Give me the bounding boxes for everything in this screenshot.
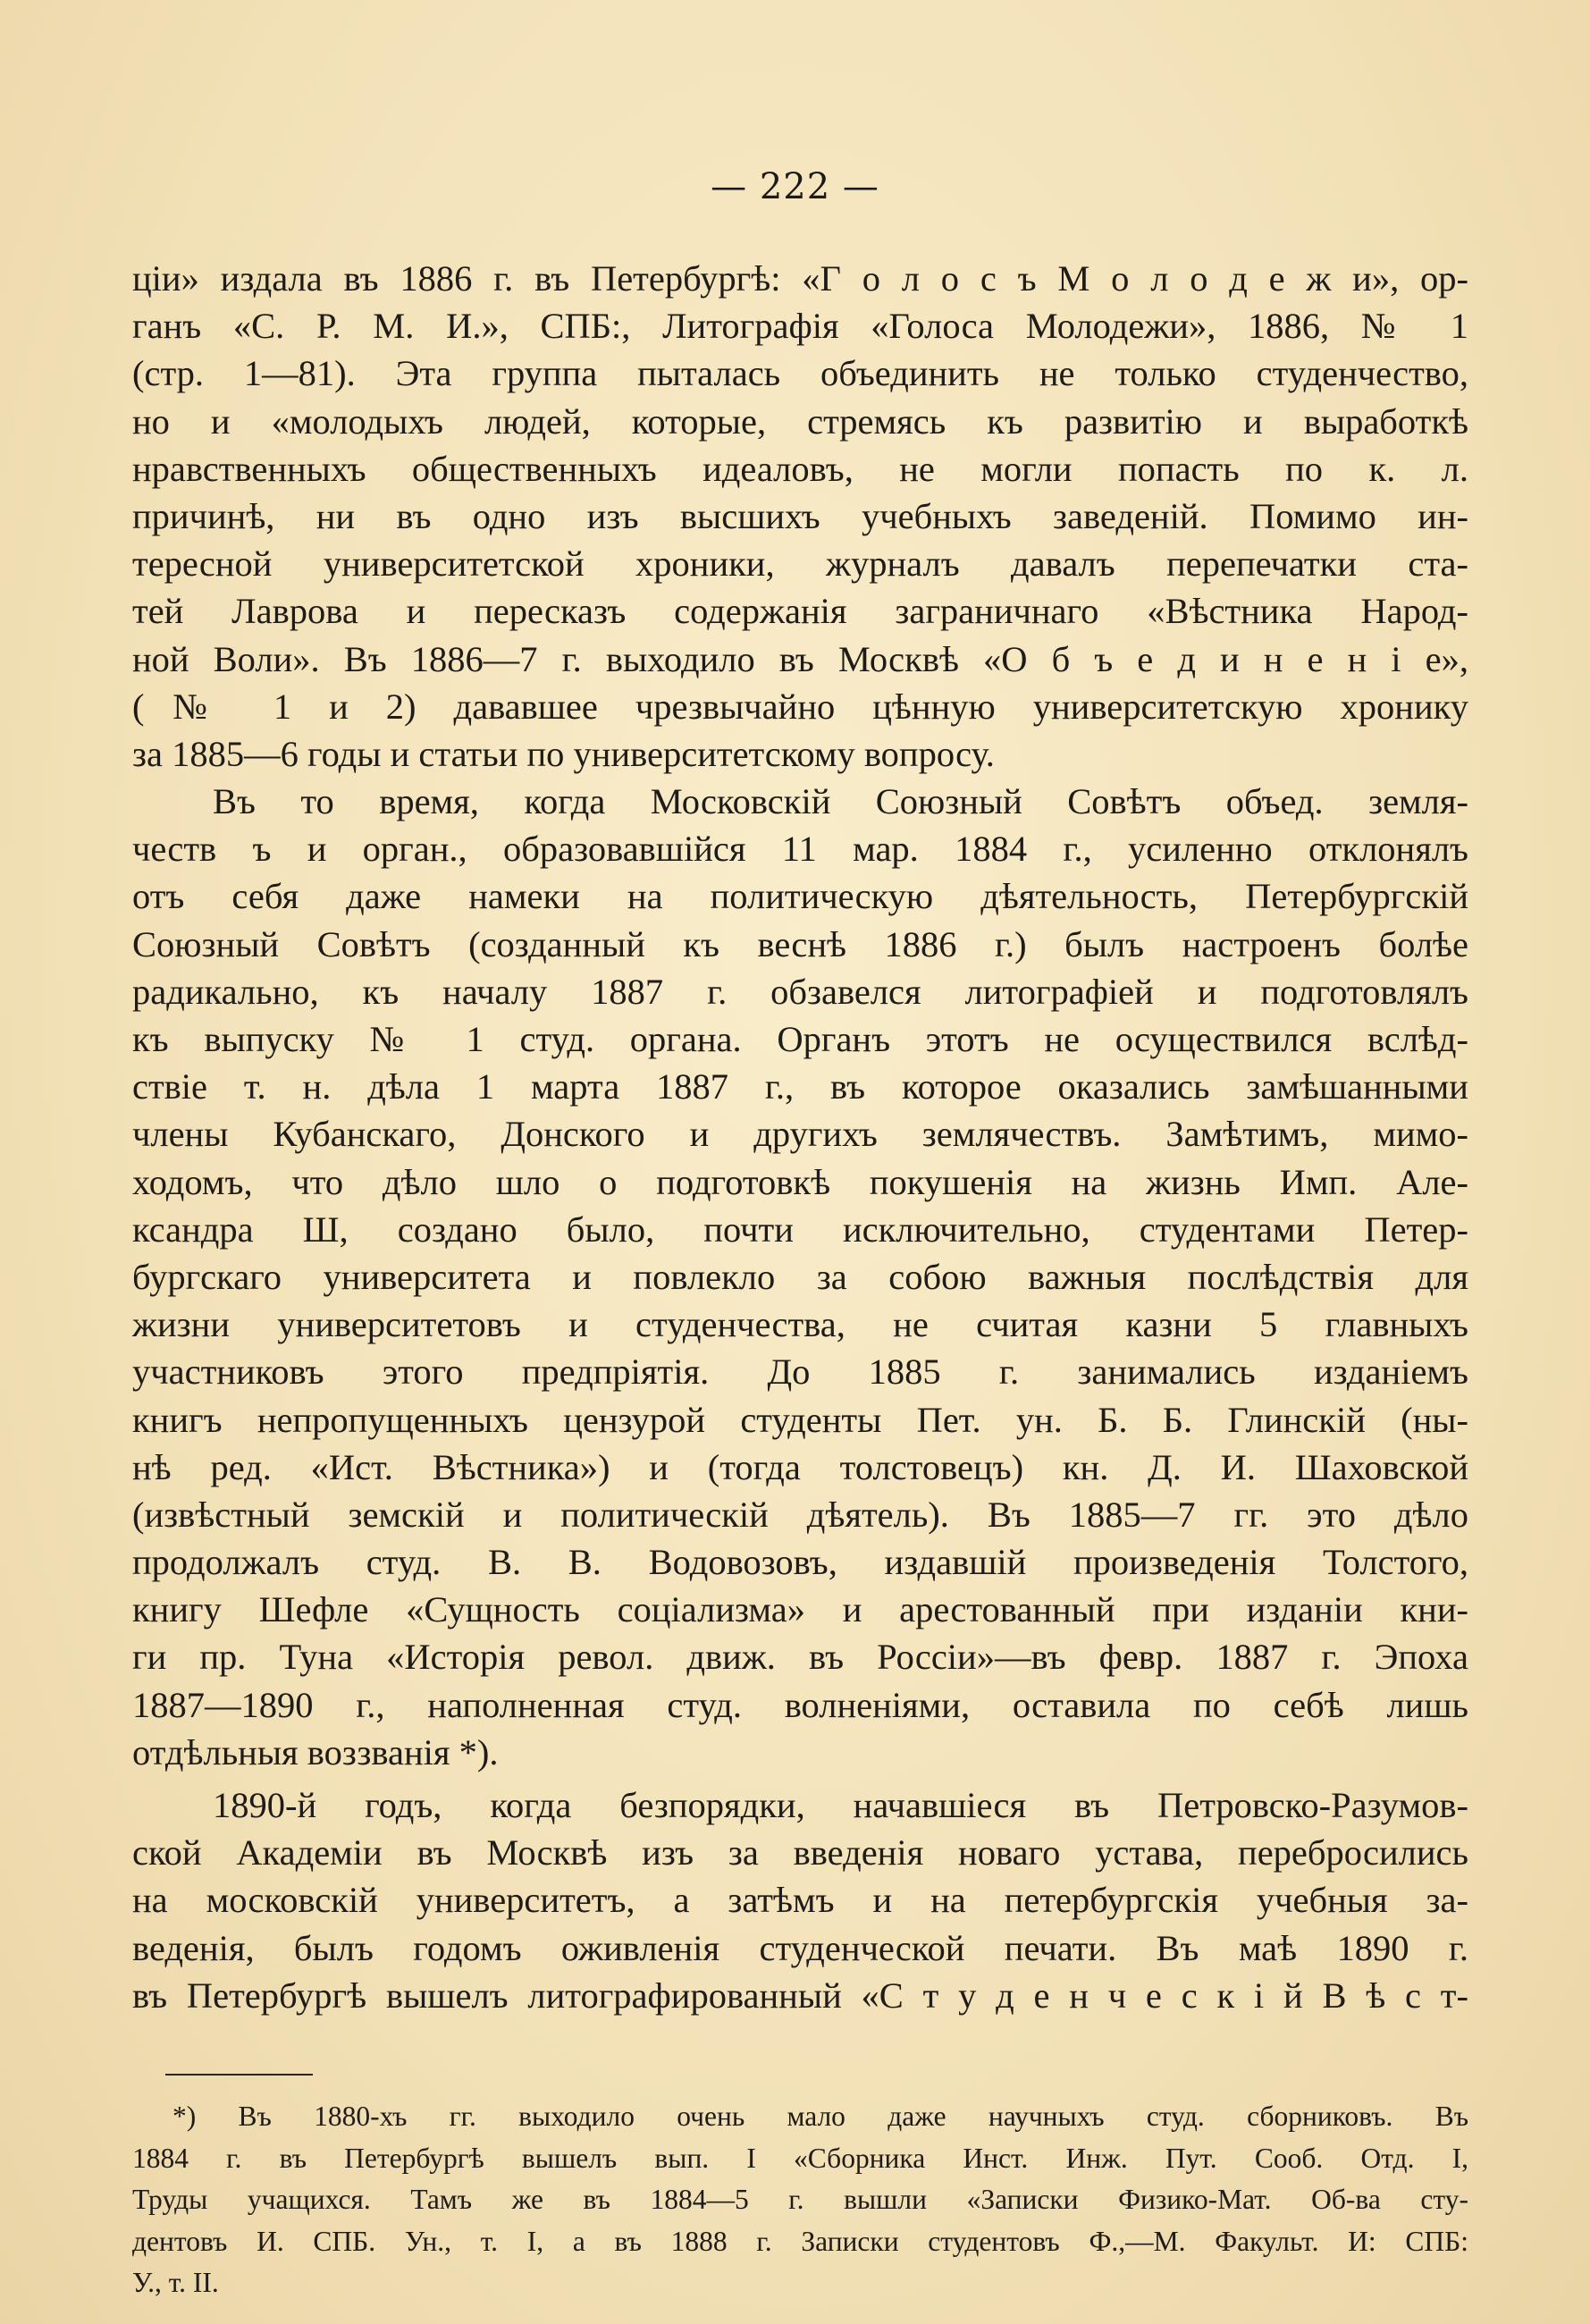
text-line: 1887—1890 г., наполненная студ. волненіями, оставила по себѣ лишь (132, 1684, 1468, 1725)
text-line: радикально, къ началу 1887 г. обзавелся литографіей и подготовлялъ (132, 971, 1468, 1012)
footnote-line: У., т. II. (132, 2267, 219, 2298)
text-line: тей Лаврова и пересказъ содержанія заграничнаго «Вѣстника Народ- (132, 591, 1468, 632)
text-line: (извѣстный земскій и политическій дѣятель). Въ 1885—7 гг. это дѣло (132, 1494, 1468, 1535)
footnote-line: *) Въ 1880-хъ гг. выходило очень мало даже научныхъ студ. сборниковъ. Въ (172, 2101, 1468, 2132)
text-line: книгу Шефле «Сущность соціализма» и арестованный при изданіи кни- (132, 1589, 1468, 1630)
footnote-line: Труды учащихся. Тамъ же въ 1884—5 г. вышли «Записки Физико-Мат. Об-ва сту- (132, 2184, 1468, 2215)
text-line: нѣ ред. «Ист. Вѣстника») и (тогда толстовецъ) кн. Д. И. Шаховской (132, 1446, 1468, 1487)
footnote-line: 1884 г. въ Петербургѣ вышелъ вып. I «Сборника Инст. Инж. Пут. Сооб. Отд. I, (132, 2142, 1468, 2174)
text-line: участниковъ этого предпріятія. До 1885 г. занимались изданіемъ (132, 1351, 1468, 1393)
text-line: въ Петербургѣ вышелъ литографированный «С т у д е н ч е с к і й В ѣ с т- (132, 1975, 1468, 2016)
text-line: отдѣльныя воззванія *). (132, 1731, 499, 1772)
text-line: отъ себя даже намеки на политическую дѣятельность, Петербургскій (132, 876, 1468, 917)
text-line: продолжалъ студ. В. В. Водовозовъ, издавшій произведенія Толстого, (132, 1542, 1468, 1583)
text-line: но и «молодыхъ людей, которые, стремясь къ развитію и выработкѣ (132, 400, 1468, 442)
text-line: жизни университетовъ и студенчества, не считая казни 5 главныхъ (132, 1304, 1468, 1345)
text-line: ціи» издала въ 1886 г. въ Петербургѣ: «Г о л о с ъ М о л о д е ж и», ор- (132, 258, 1468, 299)
text-line: ксандра Ш, создано было, почти исключительно, студентами Петер- (132, 1208, 1468, 1250)
text-line: Союзный Совѣтъ (созданный къ веснѣ 1886 г.) былъ настроенъ болѣе (132, 923, 1468, 964)
text-line: книгъ непропущенныхъ цензурой студенты Пет. ун. Б. Б. Глинскій (ны- (132, 1399, 1468, 1440)
text-line: тересной университетской хроники, журналъ давалъ перепечатки ста- (132, 543, 1468, 585)
text-line: ствіе т. н. дѣла 1 марта 1887 г., въ которое оказались замѣшанными (132, 1066, 1468, 1107)
text-line: ходомъ, что дѣло шло о подготовкѣ покушенія на жизнь Имп. Але- (132, 1161, 1468, 1202)
text-line: честв ъ и орган., образовавшійся 11 мар. 1884 г., усиленно отклонялъ (132, 829, 1468, 870)
text-line: къ выпуску № 1 студ. органа. Органъ этотъ не осуществился вслѣд- (132, 1019, 1468, 1059)
text-line: ской Академіи въ Москвѣ изъ за введенія новаго устава, перебросились (132, 1832, 1468, 1874)
text-line: за 1885—6 годы и статьи по университетскому вопросу. (132, 733, 995, 774)
text-line: Въ то время, когда Московскій Союзный Совѣтъ объед. земля- (213, 781, 1468, 822)
text-line: 1890-й годъ, когда безпорядки, начавшіеся въ Петровско-Разумов- (213, 1785, 1468, 1825)
text-line: ганъ «С. Р. М. И.», СПБ:, Литографія «Голоса Молодежи», 1886, № 1 (132, 306, 1468, 347)
text-line: (№ 1 и 2) дававшее чрезвычайно цѣнную университетскую хронику (132, 686, 1468, 727)
text-line: причинѣ, ни въ одно изъ высшихъ учебныхъ заведеній. Помимо ин- (132, 495, 1468, 536)
text-line: ной Воли». Въ 1886—7 г. выходило въ Москвѣ «О б ъ е д и н е н і е», (132, 638, 1468, 679)
text-line: (стр. 1—81). Эта группа пыталась объединить не только студенчество, (132, 353, 1468, 394)
footnote-line: дентовъ И. СПБ. Ун., т. I, а въ 1888 г. Записки студентовъ Ф.,—М. Факульт. И: СПБ: (132, 2225, 1468, 2257)
footnote-divider (165, 2074, 313, 2076)
body-text (132, 255, 1468, 2019)
text-line: на московскій университетъ, а затѣмъ и на петербургскія учебныя за- (132, 1880, 1468, 1921)
page-number: — 222 — (711, 166, 879, 207)
paragraph-3 (132, 1781, 1468, 2019)
text-line: веденія, былъ годомъ оживленія студенческой печати. Въ маѣ 1890 г. (132, 1927, 1468, 1968)
text-line: нравственныхъ общественныхъ идеаловъ, не могли попасть по к. л. (132, 448, 1468, 489)
text-line: ги пр. Туна «Исторія револ. движ. въ Россіи»—въ февр. 1887 г. Эпоха (132, 1637, 1468, 1678)
text-line: бургскаго университета и повлекло за собою важныя послѣдствія для (132, 1256, 1468, 1297)
paragraph-2 (132, 778, 1468, 1776)
paragraph-1 (132, 255, 1468, 778)
footnote (132, 2096, 1468, 2304)
text-line: члены Кубанскаго, Донского и другихъ землячествъ. Замѣтимъ, мимо- (132, 1114, 1468, 1155)
